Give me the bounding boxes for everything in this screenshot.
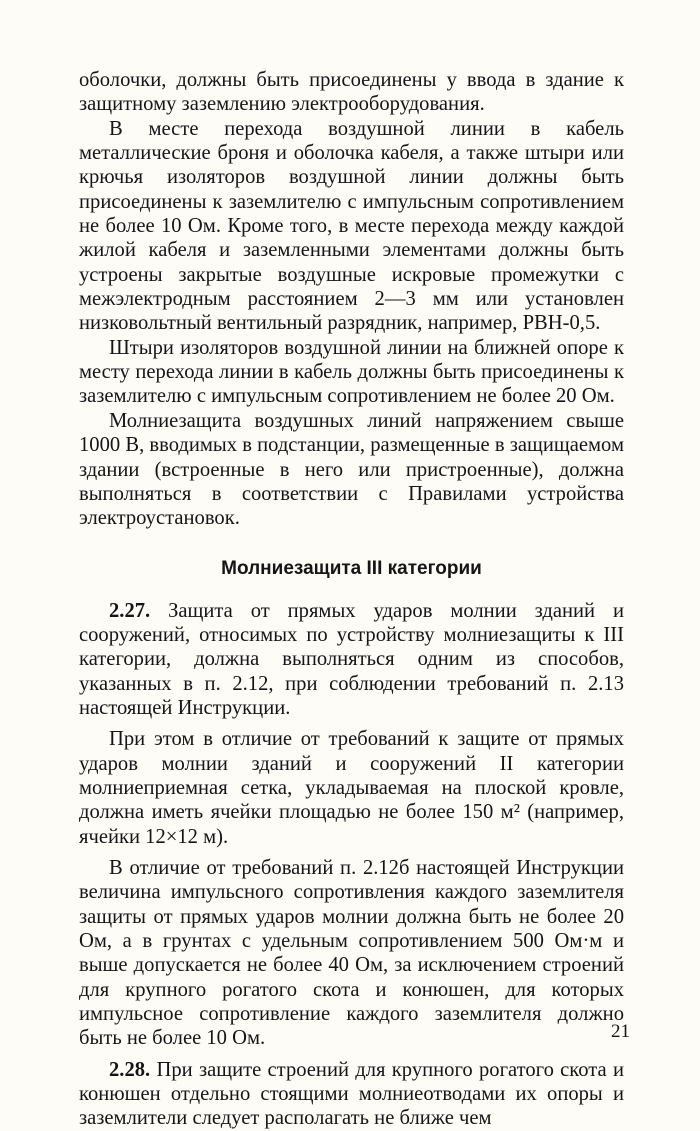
page-number: 21: [611, 1021, 630, 1042]
section-heading: Молниезащита III категории: [221, 557, 482, 579]
paragraph-impulse-resistance: В отличие от требований п. 2.12б настоящей Инструкции величина импульсного сопротивления каждого заземлителя защиты от прямых ударов молнии должна быть не более 20 Ом, а в грунтах с удельным сопротивлением 500 Ом·м и выше допускается не более 40 Ом, за исключением строений для крупного рогатого скота и конюшен, для которых импульсное сопротивление каждого заземлителя должно быть не более 10 Ом.: [79, 856, 624, 1050]
item-number-2-28: 2.28.: [109, 1058, 151, 1081]
paragraph-insulator-pins: Штыри изоляторов воздушной линии на ближней опоре к месту перехода линии в кабель должны быть присоединены к заземлителю с импульсным сопротивлением не более 20 Ом.: [79, 336, 624, 408]
paragraph-2-28-text: При защите строений для крупного рогатого скота и конюшен отдельно стоящими молниеотводами их опоры и заземлители следует располагать не ближе чем: [79, 1058, 624, 1130]
page-body: [79, 68, 624, 1131]
paragraph-2-28: [79, 1058, 624, 1131]
paragraph-mesh-requirements: При этом в отличие от требований к защите от прямых ударов молнии зданий и сооружений II категории молниеприемная сетка, укладываемая на плоской кровле, должна иметь ячейки площадью не более 150 м² (например, ячейки 12×12 м).: [79, 728, 624, 848]
paragraph-overhead-lines: Молниезащита воздушных линий напряжением свыше 1000 В, вводимых в подстанции, размещенные в защищаемом здании (встроенные в него или пристроенные), должна выполняться в соответствии с Правилами устройства электроустановок.: [79, 409, 624, 530]
paragraph-2-27: [79, 599, 624, 721]
paragraph-2-27-text: Защита от прямых ударов молнии зданий и сооружений, относимых по устройству молниезащиты к III категории, должна выполняться одним из способов, указанных в п. 2.12, при соблюдении требований п. 2.13 настоящей Инструкции.: [79, 599, 624, 719]
item-number-2-27: 2.27.: [109, 599, 151, 622]
paragraph-continuation: оболочки, должны быть присоединены у ввода в здание к защитному заземлению электрооборудования.: [79, 69, 624, 116]
paragraph-cable-transition: В месте перехода воздушной линии в кабель металлические броня и оболочка кабеля, а также штыри или крючья изоляторов воздушной линии должны быть присоединены к заземлителю с импульсным сопротивлением не более 10 Ом. Кроме того, в месте перехода между каждой жилой кабеля и заземленными элементами должны быть устроены закрытые воздушные искровые промежутки с межэлектродным расстоянием 2—3 мм или установлен низковольтный вентильный разрядник, например, РВН-0,5.: [79, 117, 624, 335]
